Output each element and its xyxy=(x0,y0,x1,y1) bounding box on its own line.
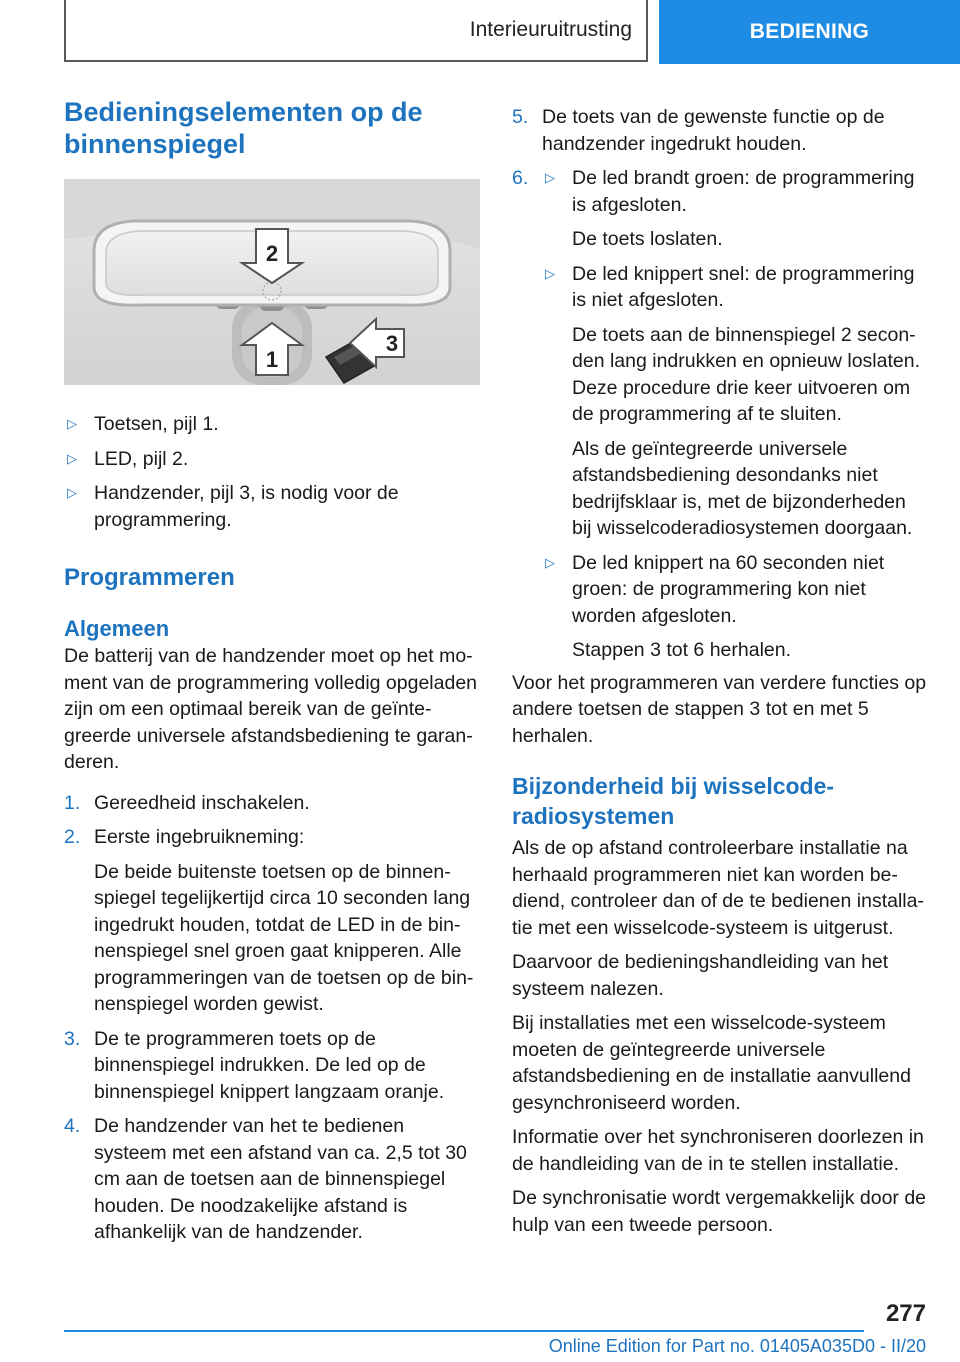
body-paragraph: De synchronisatie wordt vergemakkelijk door de hulp van een tweede persoon. xyxy=(512,1187,927,1236)
heading-algemeen: Algemeen xyxy=(64,616,170,641)
legend-text: Handzender, pijl 3, is nodig voor de programmering. xyxy=(94,482,399,531)
triangle-right-icon: ▷ xyxy=(67,416,77,431)
figure-label-3: 3 xyxy=(385,331,399,356)
step-number: 1. xyxy=(64,791,81,814)
triangle-right-icon: ▷ xyxy=(67,485,77,500)
steps-list xyxy=(64,790,480,1246)
body-paragraph: Informatie over het synchroniseren doorlezen in de handleiding van de in te stellen installatie. xyxy=(512,1126,924,1175)
list-item xyxy=(512,104,928,157)
case-text: De led brandt groen: de programmering is afgesloten. xyxy=(572,167,915,216)
step-text: De beide buitenste toetsen op de binnenspiegel tegelijkertijd circa 10 seconden lang ingedrukt houden, totdat de LED in de binnenspiegel snel groen gaat knipperen. Alle programmeringen van de toetsen op de binnenspiegel worden gewist. xyxy=(94,860,474,1015)
header-chapter-tab xyxy=(659,0,960,64)
header-chapter-label: BEDIENING xyxy=(749,20,870,43)
left-column xyxy=(64,96,480,1246)
step-number: 3. xyxy=(64,1027,81,1050)
body-paragraph: Daarvoor de bedieningshandleiding van het systeem nalezen. xyxy=(512,951,889,1000)
step-text: De handzender van het te bedienen systeem met een afstand van ca. 2,5 tot 30 cm aan de toetsen aan de binnenspiegel houden. De noodzakelijke afstand is afhankelijk van de handzender. xyxy=(94,1115,467,1243)
case-follow: De toets loslaten. xyxy=(572,228,723,250)
figure-label-1: 1 xyxy=(265,347,279,372)
list-item xyxy=(64,824,480,1018)
triangle-right-icon: ▷ xyxy=(545,265,555,281)
step-text: De te programmeren toets op de binnenspiegel indrukken. De led op de binnenspiegel knippert langzaam oranje. xyxy=(94,1027,445,1103)
more-functions-paragraph: Voor het programmeren van verdere functies op andere toetsen de stappen 3 tot en met 5 herhalen. xyxy=(512,671,927,747)
footer-edition: Online Edition for Part no. 01405A035D0 - II/20 xyxy=(548,1336,926,1356)
triangle-right-icon: ▷ xyxy=(545,170,555,185)
figure-label-2: 2 xyxy=(265,241,279,266)
legend-item xyxy=(64,446,480,473)
step-number: 4. xyxy=(64,1115,81,1137)
case-follow: Stappen 3 tot 6 herhalen. xyxy=(572,639,792,661)
list-item xyxy=(64,1026,480,1106)
page-number: 277 xyxy=(885,1300,926,1327)
section-title: Bedieningselementen op de binnenspiegel xyxy=(64,97,423,159)
legend-text: Toetsen, pijl 1. xyxy=(94,413,219,435)
figure-legend xyxy=(64,411,480,533)
list-item xyxy=(512,165,928,664)
right-column xyxy=(512,104,928,1238)
legend-text: LED, pijl 2. xyxy=(94,447,189,470)
case-item xyxy=(542,261,928,542)
footer-divider xyxy=(64,1330,864,1332)
case-follow: De toets aan de binnenspiegel 2 seconden lang indrukken en opnieuw loslaten. Deze procedure drie keer uitvoeren om de programmering af te sluiten. xyxy=(572,323,921,425)
header-section xyxy=(64,0,648,62)
triangle-right-icon: ▷ xyxy=(545,554,555,570)
heading-programmeren: Programmeren xyxy=(64,564,235,591)
step-text: Gereedheid inschakelen. xyxy=(94,791,310,814)
heading-wisselcode: Bijzonderheid bij wisselcoderadiosystemen xyxy=(512,773,835,829)
case-text: De led knippert na 60 seconden niet groen: de programmering kon niet worden afgesloten. xyxy=(572,551,885,627)
step-text: Eerste ingebruikneming: xyxy=(94,826,305,848)
case-follow: Als de geïntegreerde universele afstandsbediening desondanks niet bedrijfsklaar is, met de bijzonderheden bij wisselcoderadiosystemen doorgaan. xyxy=(572,437,913,539)
list-item xyxy=(64,790,480,817)
list-item xyxy=(64,1113,480,1246)
intro-paragraph: De batterij van de handzender moet op het moment van de programmering volledig opgeladen zijn om een optimaal bereik van de geïntegreerde universele afstandsbediening te garanderen. xyxy=(64,645,478,773)
mirror-figure xyxy=(64,179,480,385)
case-item xyxy=(542,550,928,664)
header-section-label: Interieuruitrusting xyxy=(469,18,632,41)
body-paragraph: Bij installaties met een wisselcode-systeem moeten de geïntegreerde universele afstandsbediening en de installatie aanvullend gesynchroniseerd worden. xyxy=(512,1012,911,1114)
body-paragraph: Als de op afstand controleerbare installatie na herhaald programmeren niet kan worden bediend, controleer dan of de te bedienen installatie met een wisselcode-systeem is uitgerust. xyxy=(512,837,924,939)
legend-item xyxy=(64,480,480,533)
step-number: 5. xyxy=(512,106,529,128)
case-text: De led knippert snel: de programmering is niet afgesloten. xyxy=(572,262,915,311)
mirror-illustration xyxy=(64,179,480,385)
step-number: 6. xyxy=(512,167,529,189)
step-text: De toets van de gewenste functie op de handzender ingedrukt houden. xyxy=(542,106,885,155)
case-item xyxy=(542,165,928,253)
legend-item xyxy=(64,411,480,438)
triangle-right-icon: ▷ xyxy=(67,450,77,466)
step-number: 2. xyxy=(64,826,81,848)
